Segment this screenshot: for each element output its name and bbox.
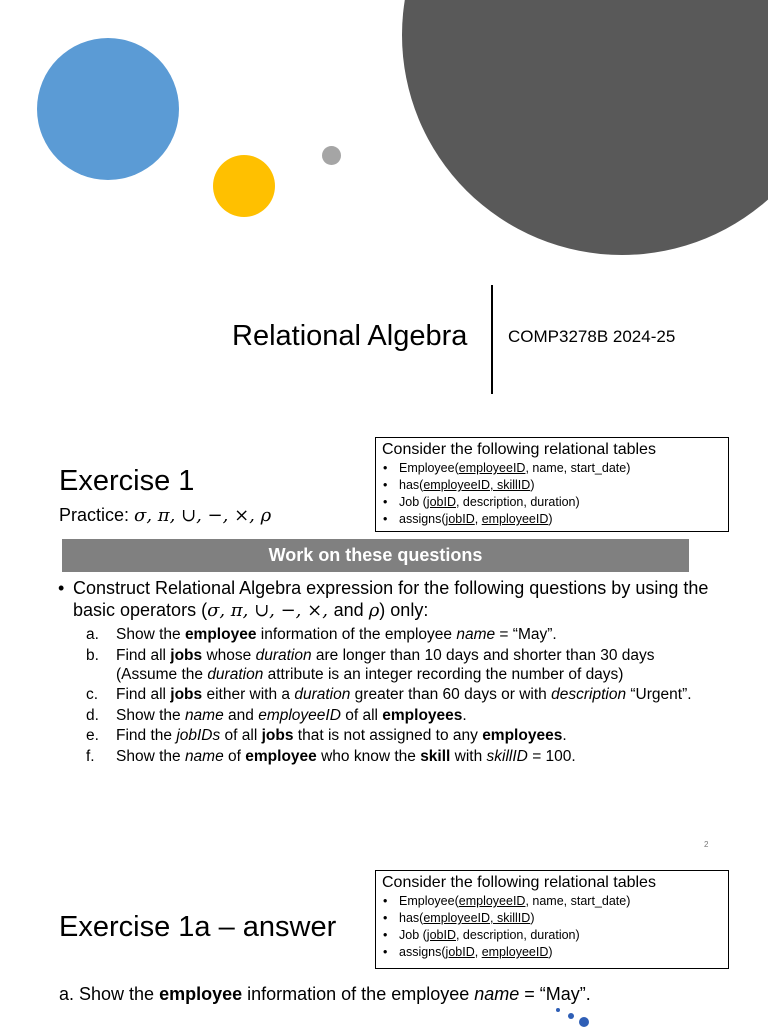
question-item: d. Show the name and employeeID of all employees. xyxy=(86,706,467,724)
tables-list xyxy=(382,460,722,528)
question-list xyxy=(86,625,706,767)
primary-key: employeeID, skillID xyxy=(423,911,531,925)
question-item: e. Find the jobIDs of all jobs that is not assigned to any employees. xyxy=(86,727,567,744)
primary-key: jobID xyxy=(426,495,456,509)
practice-operators: σ, π, ∪, −, ×, ρ xyxy=(134,505,272,526)
bullet-icon: • xyxy=(58,578,65,598)
primary-key: employeeID xyxy=(481,512,549,526)
table-item-employee: • Employee(employeeID, name, start_date) xyxy=(382,460,722,477)
table-item-has: • has(employeeID, skillID) xyxy=(382,477,722,494)
question-item: c. Find all jobs either with a duration greater than 60 days or with description “Urgent”. xyxy=(86,686,692,703)
table-item-assigns: • assigns(jobID, employeeID) xyxy=(382,944,722,961)
answer-question-line: a. Show the employee information of the employee name = “May”. xyxy=(59,984,591,1004)
primary-key: employeeID xyxy=(481,945,549,959)
page-number: 2 xyxy=(704,840,709,849)
course-code: COMP3278B 2024-25 xyxy=(508,327,676,346)
decor-dot xyxy=(556,1008,560,1012)
decor-dark-circle xyxy=(402,0,768,255)
tables-box xyxy=(375,437,729,532)
work-banner: Work on these questions xyxy=(62,539,689,572)
decor-yellow-circle xyxy=(213,155,275,217)
question-item: b. Find all jobs whose duration are longer than 10 days and shorter than 30 days (Assume the duration attribute is an integer recording the number of days) xyxy=(86,646,655,683)
table-item-assigns: • assigns(jobID, employeeID) xyxy=(382,511,722,528)
primary-key: jobID xyxy=(445,945,475,959)
table-item-job: • Job (jobID, description, duration) xyxy=(382,927,722,944)
primary-key: jobID xyxy=(445,512,475,526)
tables-list xyxy=(382,893,722,961)
decor-blue-circle xyxy=(37,38,179,180)
tables-box-2 xyxy=(375,870,729,969)
primary-key: employeeID xyxy=(458,461,526,475)
decor-dot xyxy=(568,1013,574,1019)
decor-dot xyxy=(579,1017,589,1027)
title-divider xyxy=(491,285,493,394)
tables-box-header: Consider the following relational tables xyxy=(382,441,656,458)
question-item: f. Show the name of employee who know the skill with skillID = 100. xyxy=(86,747,576,765)
decor-gray-dot xyxy=(322,146,341,165)
practice-label: Practice: xyxy=(59,505,135,525)
slide-title: Relational Algebra xyxy=(232,320,468,352)
tables-box-header: Consider the following relational tables xyxy=(382,874,656,891)
table-item-has: • has(employeeID, skillID) xyxy=(382,910,722,927)
practice-line xyxy=(59,503,271,528)
answer-title: Exercise 1a – answer xyxy=(59,911,337,943)
question-intro: • Construct Relational Algebra expression for the following questions by using the basic operators (σ, π, ∪, −, ×, and ρ) only: xyxy=(58,578,709,621)
exercise-title: Exercise 1 xyxy=(59,465,195,497)
primary-key: employeeID xyxy=(458,894,526,908)
primary-key: employeeID, skillID xyxy=(423,478,531,492)
question-item: a. Show the employee information of the employee name = “May”. xyxy=(86,626,557,643)
table-item-job: • Job (jobID, description, duration) xyxy=(382,494,722,511)
primary-key: jobID xyxy=(426,928,456,942)
table-item-employee: • Employee(employeeID, name, start_date) xyxy=(382,893,722,910)
